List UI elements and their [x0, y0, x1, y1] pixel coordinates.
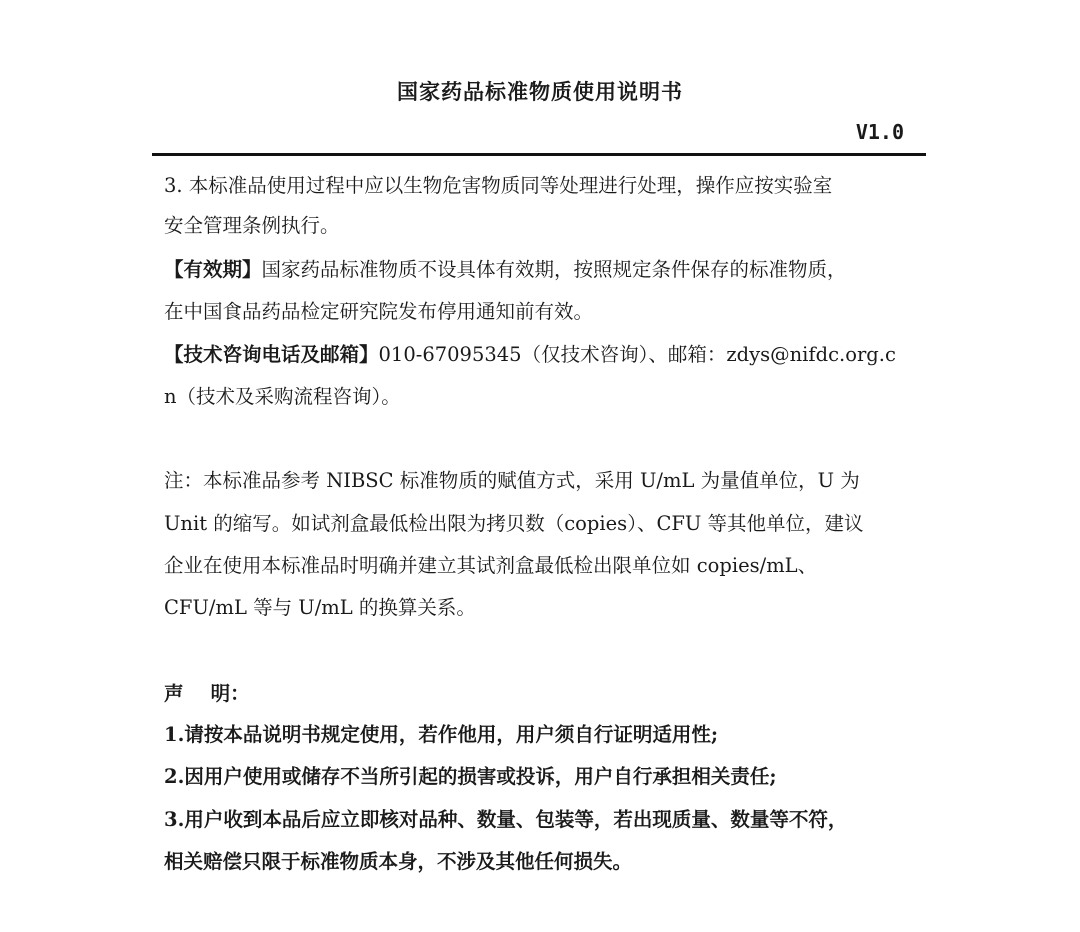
statement-item3-line1: 3.用户收到本品后应立即核对品种、数量、包装等，若出现质量、数量等不符，: [164, 808, 848, 831]
contact-line2: n（技术及采购流程咨询）。: [164, 385, 401, 408]
version-label: V1.0: [855, 120, 904, 144]
statement-item1: 1.请按本品说明书规定使用，若作他用，用户须自行证明适用性;: [164, 723, 719, 746]
note-line2: Unit 的缩写。如试剂盒最低检出限为拷贝数（copies）、CFU 等其他单位，建议: [164, 512, 864, 535]
document-title: 国家药品标准物质使用说明书: [397, 79, 683, 104]
validity-text: 国家药品标准物质不设具体有效期，按照规定条件保存的标准物质，: [261, 258, 847, 281]
validity-line2: 在中国食品药品检定研究院发布停用通知前有效。: [164, 300, 594, 323]
note-line4: CFU/mL 等与 U/mL 的换算关系。: [164, 596, 476, 619]
contact-text: 010-67095345（仅技术咨询）、邮箱：zdys@nifdc.org.c: [378, 343, 896, 366]
header-divider: [152, 153, 926, 156]
validity-label: 【有效期】: [164, 258, 262, 281]
statement-heading: 声 明：: [164, 682, 250, 705]
note-line3: 企业在使用本标准品时明确并建立其试剂盒最低检出限单位如 copies/mL、: [164, 554, 818, 577]
statement-item3-line2: 相关赔偿只限于标准物质本身，不涉及其他任何损失。: [164, 850, 633, 873]
validity-line1: [164, 260, 847, 280]
section3-line2: 安全管理条例执行。: [164, 214, 340, 237]
contact-label: 【技术咨询电话及邮箱】: [164, 343, 379, 366]
contact-line1: [164, 345, 896, 365]
statement-item2: 2.因用户使用或储存不当所引起的损害或投诉，用户自行承担相关责任;: [164, 765, 777, 788]
note-line1: 注：本标准品参考 NIBSC 标准物质的赋值方式，采用 U/mL 为量值单位，U 为: [164, 469, 860, 492]
section3-line1: 3. 本标准品使用过程中应以生物危害物质同等处理进行处理，操作应按实验室: [164, 174, 833, 197]
